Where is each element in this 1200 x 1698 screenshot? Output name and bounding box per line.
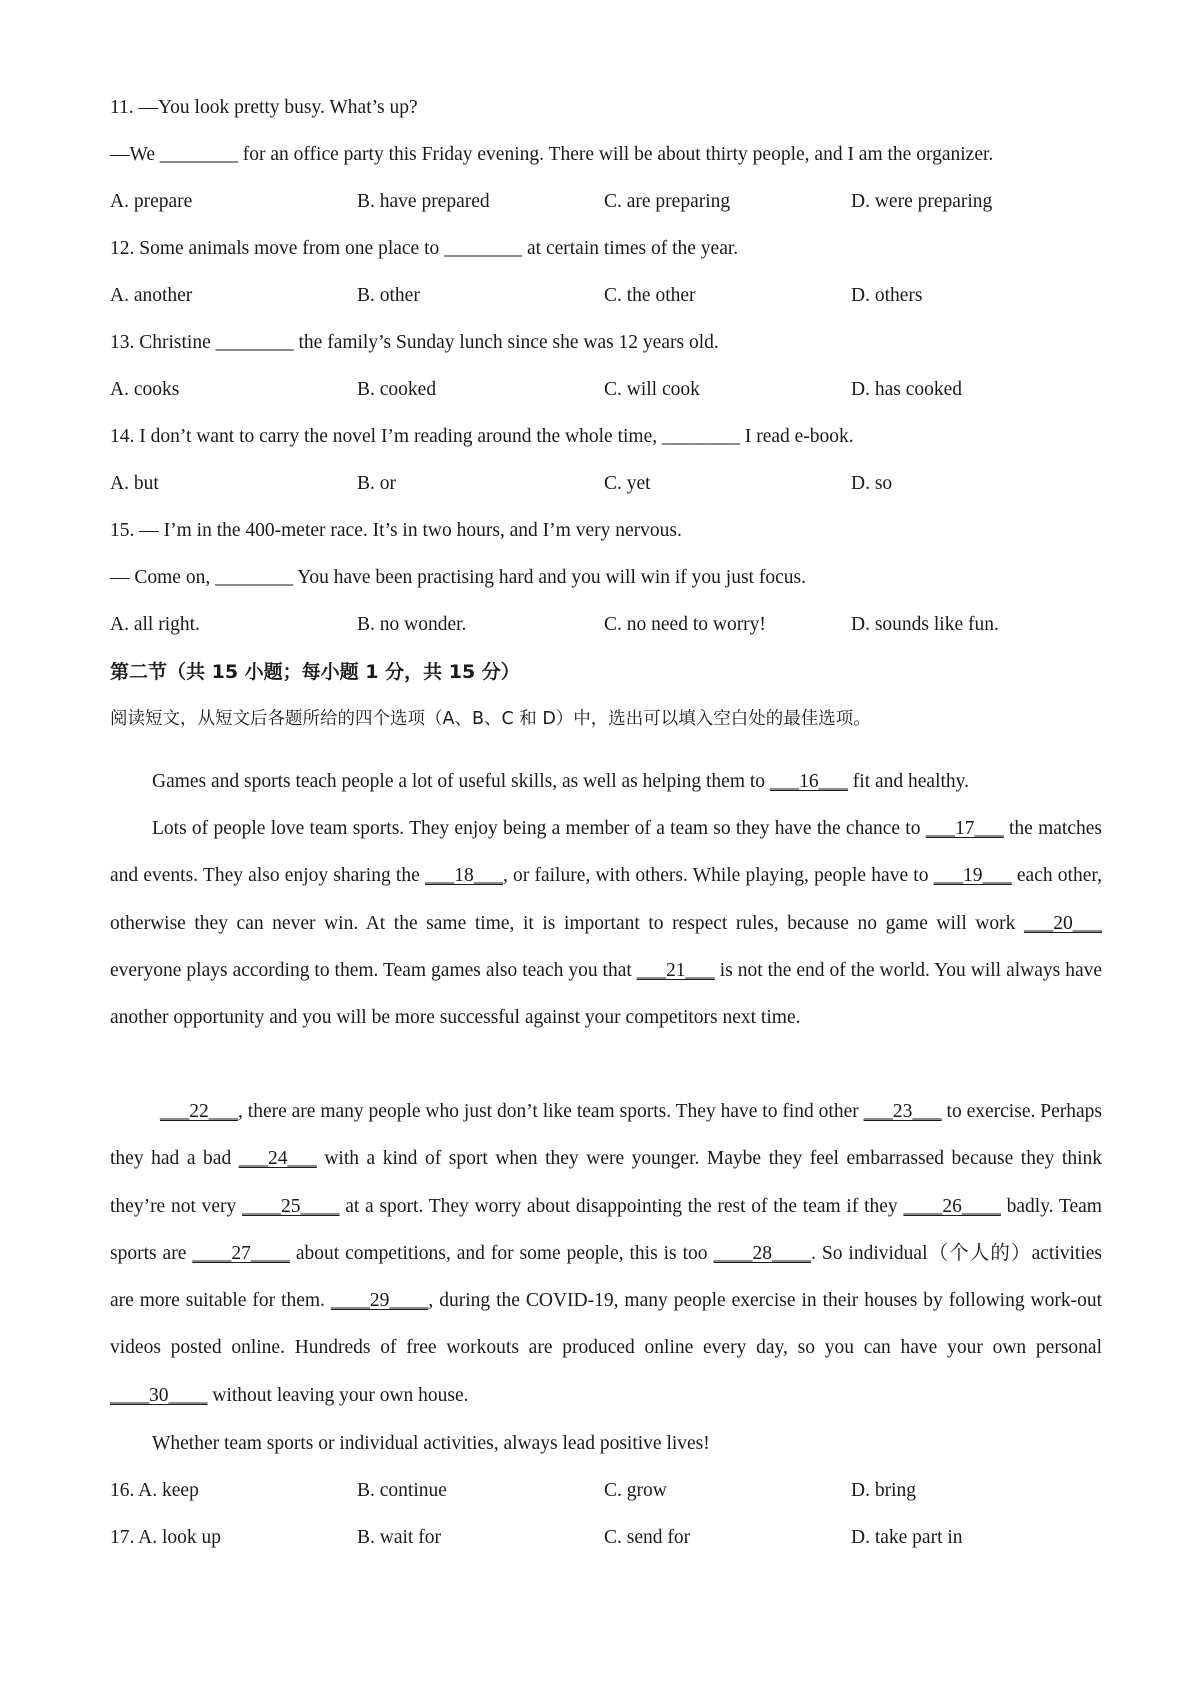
option-a[interactable]: A. but bbox=[110, 473, 159, 494]
blank-19: ___19___ bbox=[933, 865, 1012, 887]
option-d[interactable]: D. bring bbox=[851, 1480, 916, 1501]
blank-20: ___20___ bbox=[1024, 912, 1102, 934]
question-13-options bbox=[110, 380, 1090, 404]
option-b[interactable]: B. continue bbox=[357, 1480, 447, 1501]
option-c[interactable]: C. will cook bbox=[604, 379, 700, 400]
blank-29: ____29____ bbox=[330, 1290, 429, 1312]
question-16-options bbox=[110, 1481, 1090, 1505]
section-heading: 第二节（共 15 小题；每小题 1 分，共 15 分） bbox=[110, 661, 520, 683]
option-a[interactable]: A. cooks bbox=[110, 379, 180, 400]
option-a[interactable]: A. another bbox=[110, 285, 193, 306]
option-c[interactable]: C. the other bbox=[604, 285, 696, 306]
passage-paragraph-1: Games and sports teach people a lot of useful skills, as well as helping them to ___16___ fit and healthy. bbox=[152, 771, 970, 792]
option-a[interactable]: 16. A. keep bbox=[110, 1480, 199, 1501]
option-a[interactable]: A. prepare bbox=[110, 191, 193, 212]
blank-26: ____26____ bbox=[903, 1195, 1001, 1217]
blank-27: ____27____ bbox=[192, 1242, 290, 1264]
blank-24: ___24___ bbox=[238, 1148, 317, 1170]
question-17-options bbox=[110, 1528, 1090, 1552]
question-11-stem: 11. —You look pretty busy. What’s up? bbox=[110, 97, 418, 118]
blank-18: ___18___ bbox=[424, 865, 503, 887]
option-b[interactable]: B. have prepared bbox=[357, 191, 490, 212]
passage-paragraph-4: Whether team sports or individual activities, always lead positive lives! bbox=[152, 1433, 710, 1454]
option-d[interactable]: D. were preparing bbox=[851, 191, 993, 212]
blank-17: ___17___ bbox=[925, 818, 1004, 839]
option-c[interactable]: C. are preparing bbox=[604, 191, 731, 212]
blank-16: ___16___ bbox=[769, 771, 848, 792]
option-d[interactable]: D. others bbox=[851, 285, 923, 306]
option-b[interactable]: B. cooked bbox=[357, 379, 437, 400]
option-a[interactable]: A. all right. bbox=[110, 614, 200, 635]
question-15-dialogue: — Come on, ________ You have been practising hard and you will win if you just focus. bbox=[110, 567, 806, 588]
option-c[interactable]: C. no need to worry! bbox=[604, 614, 766, 635]
option-b[interactable]: B. wait for bbox=[357, 1527, 441, 1548]
blank-28: ____28____ bbox=[713, 1242, 812, 1264]
blank-22: ___22___ bbox=[160, 1101, 238, 1122]
option-a[interactable]: 17. A. look up bbox=[110, 1527, 222, 1548]
option-c[interactable]: C. grow bbox=[604, 1480, 667, 1501]
question-14-options bbox=[110, 474, 1090, 498]
blank-30: ____30____ bbox=[110, 1384, 208, 1406]
blank-21: ___21___ bbox=[636, 959, 715, 981]
option-b[interactable]: B. no wonder. bbox=[357, 614, 467, 635]
question-13-stem: 13. Christine ________ the family’s Sunday lunch since she was 12 years old. bbox=[110, 332, 719, 353]
question-15-options bbox=[110, 615, 1090, 639]
option-d[interactable]: D. has cooked bbox=[851, 379, 963, 400]
section-instructions: 阅读短文，从短文后各题所给的四个选项（A、B、C 和 D）中，选出可以填入空白处的最佳选项。 bbox=[110, 709, 871, 729]
passage-paragraph-3: ___22___, there are many people who just don’t like team sports. They have to find other ___23___ to exercise. Perhaps they had a bad ___24___ with a kind of sport when they were younger. Maybe they feel embarrassed because they think they’re not very ____25____ at a sport. They worry about disappointing the rest of the team if they ____26____ badly. Team sports are ____27____ about competitions, and for some people, this is too ____28____. So individual（个人的）activities are more suitable for them. ____29____, during the COVID-19, many people exercise in their houses by following work-out videos posted online. Hundreds of free workouts are produced online every day, so you can have your own personal ____30____ without leaving your own house. bbox=[110, 1101, 1103, 1406]
question-11-options bbox=[110, 192, 1090, 216]
option-b[interactable]: B. other bbox=[357, 285, 420, 306]
option-b[interactable]: B. or bbox=[357, 473, 396, 494]
passage-paragraph-2: Lots of people love team sports. They enjoy being a member of a team so they have the chance to ___17___ the matches and events. They also enjoy sharing the ___18___, or failure, with others. While playing, people have to ___19___ each other, otherwise they can never win. At the same time, it is important to respect rules, because no game will work ___20___ everyone plays according to them. Team games also teach you that ___21___ is not the end of the world. You will always have another opportunity and you will be more successful against your competitors next time. bbox=[110, 818, 1102, 1029]
question-15-stem: 15. — I’m in the 400-meter race. It’s in two hours, and I’m very nervous. bbox=[110, 520, 682, 541]
question-11-dialogue: —We ________ for an office party this Friday evening. There will be about thirty people, and I am the organizer. bbox=[110, 144, 994, 165]
option-d[interactable]: D. sounds like fun. bbox=[851, 614, 999, 635]
question-14-stem: 14. I don’t want to carry the novel I’m reading around the whole time, ________ I read e-book. bbox=[110, 426, 854, 447]
blank-23: ___23___ bbox=[863, 1101, 942, 1122]
option-c[interactable]: C. send for bbox=[604, 1527, 691, 1548]
option-d[interactable]: D. take part in bbox=[851, 1527, 963, 1548]
question-12-options bbox=[110, 286, 1090, 310]
option-c[interactable]: C. yet bbox=[604, 473, 651, 494]
blank-25: ____25____ bbox=[242, 1195, 340, 1217]
question-12-stem: 12. Some animals move from one place to ________ at certain times of the year. bbox=[110, 238, 739, 259]
option-d[interactable]: D. so bbox=[851, 473, 893, 494]
